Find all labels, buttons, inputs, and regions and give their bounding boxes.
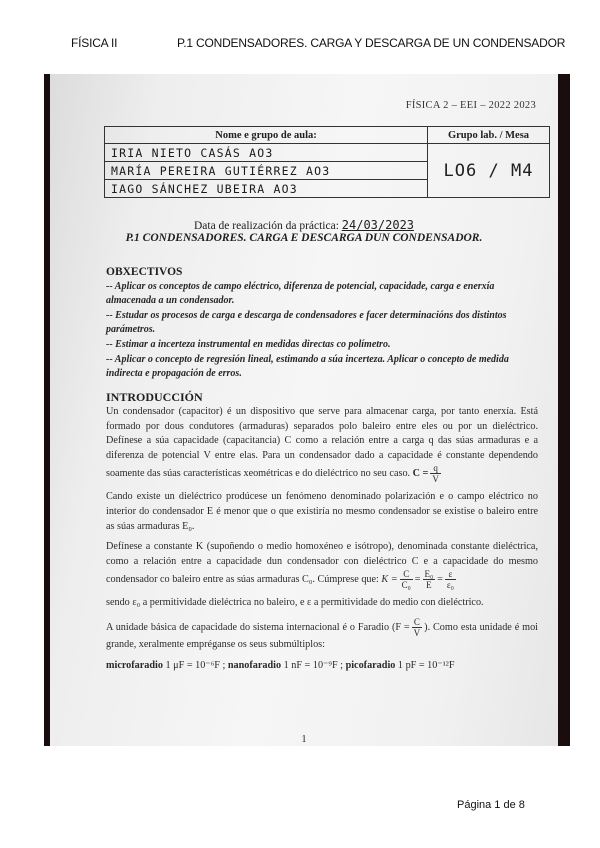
- page-footer: Página 1 de 8: [457, 799, 525, 811]
- student-name: MARÍA PEREIRA GUTIÉRREZ AO3: [105, 162, 428, 180]
- paragraph-text: A unidade básica de capacidade do sistema internacional é o Faradio (: [106, 621, 396, 633]
- unit-value: 1 pF = 10⁻¹²F: [397, 659, 455, 671]
- eq-lhs: C =: [412, 468, 429, 480]
- eq-lhs: K =: [381, 574, 398, 586]
- practice-date: [50, 218, 558, 232]
- course-tag: FÍSICA 2 – EEI – 2022 2023: [405, 100, 536, 111]
- eq-num: ε: [445, 569, 456, 580]
- paragraph-text: ). Como esta unidade é moi grande, xeralmente empréganse os seus submúltiplos:: [106, 621, 538, 650]
- header-subject: FÍSICA II: [71, 36, 118, 50]
- equation-capacity: [412, 463, 443, 485]
- scanned-photo: [44, 74, 570, 746]
- unit-value: 1 μF = 10⁻⁶F ;: [165, 659, 226, 671]
- eq-den: C₀: [401, 580, 411, 591]
- eq-num: C: [400, 569, 413, 580]
- eq-num: E₀: [424, 569, 434, 580]
- objectives-heading: OBXECTIVOS: [106, 266, 183, 278]
- objective-item: -- Aplicar o concepto de regresión lineal, estimando a súa incerteza. Aplicar o concepto de medida indirecta e propagación de erros.: [106, 354, 509, 379]
- eq-lhs: F =: [395, 621, 410, 633]
- header-title: P.1 CONDENSADORES. CARGA Y DESCARGA DE UN CONDENSADOR: [177, 36, 566, 50]
- student-name: IAGO SÁNCHEZ UBEIRA AO3: [105, 180, 428, 198]
- paragraph-text: Defínese a constante K (supoñendo o medio homoxéneo e isótropo), denominada constante dieléctrica, como a relación entre a capacidade dun condensador con dieléctrico C e a capacidade do mesmo condensador co baleiro entre as súas armaduras C₀. Cúmprese que:: [106, 541, 538, 586]
- objective-item: -- Estimar a incerteza instrumental en medidas directas co polímetro.: [106, 339, 391, 350]
- eq-num: q: [430, 463, 441, 474]
- lab-group: LO6 / M4: [428, 144, 550, 198]
- units-line: [106, 659, 538, 674]
- pdf-header: [0, 36, 600, 52]
- intro-body: [106, 405, 538, 679]
- equation-farad: [395, 616, 424, 638]
- group-header: Grupo lab. / Mesa: [428, 127, 550, 144]
- names-header: Nome e grupo de aula:: [105, 127, 428, 144]
- unit-label: microfaradio: [106, 659, 163, 671]
- eq-den: V: [413, 627, 421, 638]
- date-label: Data de realización da práctica:: [193, 220, 339, 232]
- eq-den: E: [426, 580, 432, 591]
- student-table: [104, 126, 550, 198]
- paragraph: [106, 617, 538, 653]
- objectives-list: [106, 280, 536, 382]
- objective-item: -- Aplicar os conceptos de campo eléctrico, diferenza de potencial, capacidade, carga e enerxía almacenada a un condensador.: [106, 281, 495, 306]
- sheet-page-number: 1: [301, 734, 307, 745]
- unit-value: 1 nF = 10⁻⁹F ;: [283, 659, 344, 671]
- unit-label: nanofaradio: [227, 659, 282, 671]
- paragraph: Cando existe un dieléctrico prodúcese un fenómeno denominado polarización e o campo eléctrico no interior do condensador E é menor que o que existiría no mesmo condensador se existise o baleiro entre as súas armaduras E₀.: [106, 491, 538, 532]
- equation-dielectric: K = $\frac{C}{\text{C₀}}$ = $\frac{\text{E₀}}{E}$ = $\frac{\varepsilon}{\text{ε₀}}$: [381, 569, 454, 591]
- objective-item: -- Estudar os procesos de carga e descarga de condensadores e facer determinacións dos distintos parámetros.: [106, 310, 507, 335]
- eq-num: C: [412, 617, 423, 628]
- lab-sheet: [50, 74, 558, 746]
- practice-title: P.1 CONDENSADORES. CARGA E DESCARGA DUN CONDENSADOR.: [125, 232, 483, 244]
- date-value: 24/03/2023: [341, 218, 415, 232]
- unit-label: picofaradio: [345, 659, 396, 671]
- paragraph-text: Un condensador (capacitor) é un dispositivo que serve para almacenar carga, por tanto enerxía. Está formado por dous condutores (armaduras) separados polo baleiro entre eles ou por un dieléctrico. Defínese a súa capacidade (capacitancia) C como a relación entre a carga q das súas armaduras e a diferenza de potencial V entre elas. Para un condensador dado a capacidade é constante dependendo soamente das súas características xeométricas e do dieléctrico no seu caso.: [106, 406, 538, 480]
- paragraph: [106, 540, 538, 590]
- student-name: IRIA NIETO CASÁS AO3: [105, 144, 428, 162]
- eq-den: V: [432, 474, 439, 485]
- paragraph: sendo ε₀ a permitividade dieléctrica no baleiro, e ε a permitividade do medio con dieléctrico.: [106, 597, 484, 609]
- paragraph: [106, 405, 538, 484]
- eq-den: ε₀: [446, 580, 454, 591]
- intro-heading: INTRODUCCIÓN: [106, 390, 203, 404]
